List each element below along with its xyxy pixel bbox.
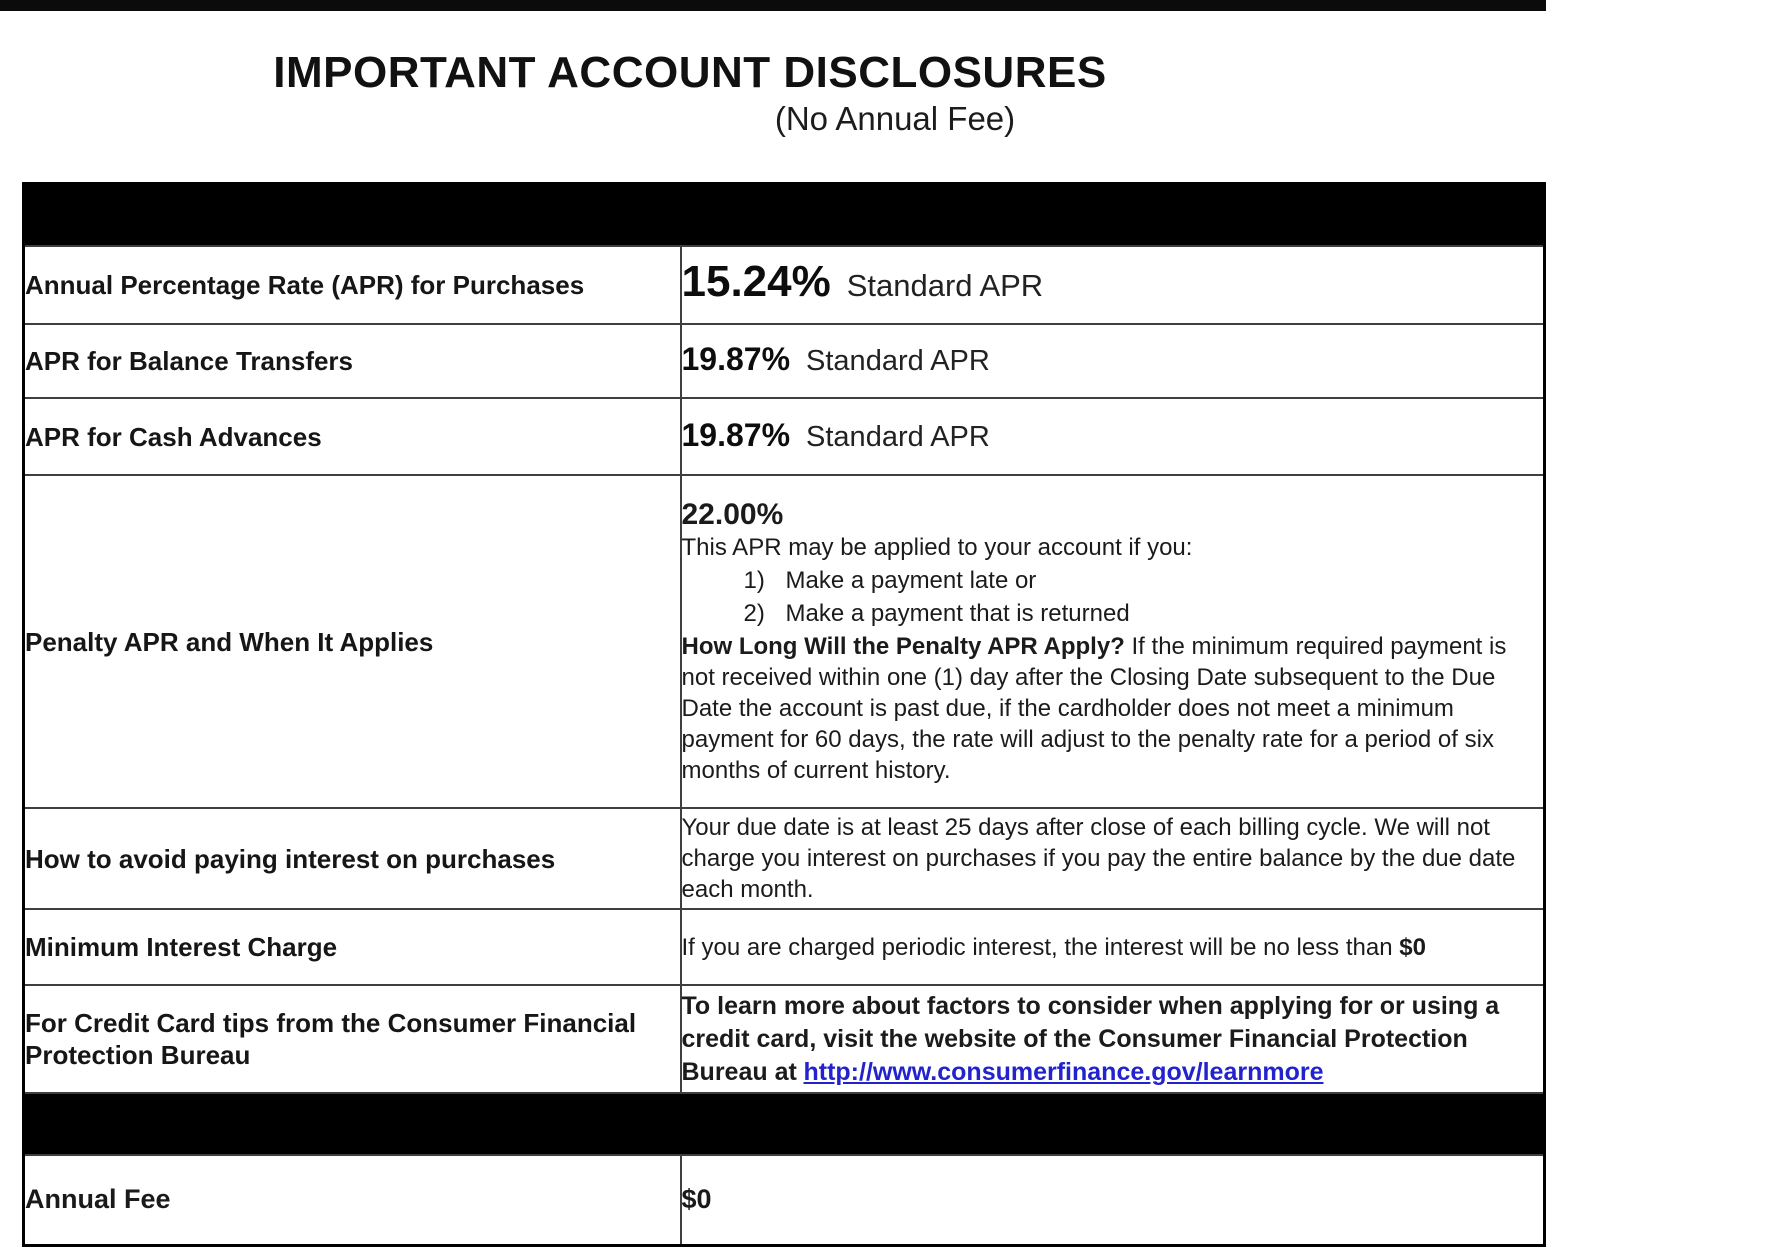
section-header-row-2 xyxy=(24,1093,1545,1155)
page-top-black-strip xyxy=(0,0,1546,11)
minimum-interest-value-cell xyxy=(681,909,1545,985)
cfpb-tips-text: To learn more about factors to consider when applying for or using a credit card, visit the website of the Consumer Financial Protection Bureau at xyxy=(681,991,1500,1086)
penalty-item-text: Make a payment that is returned xyxy=(785,600,1130,627)
cash-advance-apr-rate-note: Standard APR xyxy=(806,420,990,453)
minimum-interest-amount: $0 xyxy=(1399,933,1426,961)
annual-fee-value: $0 xyxy=(681,1155,1545,1245)
minimum-interest-label: Minimum Interest Charge xyxy=(24,909,681,985)
balance-transfer-apr-rate-note: Standard APR xyxy=(806,345,990,377)
penalty-apr-intro: This APR may be applied to your account if you: xyxy=(681,534,1193,561)
purchase-apr-value-cell xyxy=(681,246,1545,324)
cash-advance-apr-rate: 19.87% xyxy=(681,416,791,453)
avoid-interest-label: How to avoid paying interest on purchases xyxy=(24,808,681,909)
row-cfpb-tips xyxy=(24,985,1545,1093)
row-purchase-apr xyxy=(24,246,1545,324)
penalty-item-number: 1) xyxy=(743,567,765,594)
purchase-apr-rate-note: Standard APR xyxy=(846,268,1044,303)
avoid-interest-text: Your due date is at least 25 days after close of each billing cycle. We will not charge you interest on purchases if you pay the entire balance by the due date each month. xyxy=(681,808,1545,909)
penalty-apr-rate: 22.00% xyxy=(681,498,784,531)
penalty-apr-value-cell xyxy=(681,475,1545,808)
penalty-apr-question-answer: If the minimum required payment is not received within one (1) day after the Closing Date subsequent to the Due Date the account is past due, if the cardholder does not meet a minimum payment for 60 days, the rate will adjust to the penalty rate for a period of six months of current history. xyxy=(681,633,1507,784)
cash-advance-apr-label: APR for Cash Advances xyxy=(24,398,681,475)
penalty-apr-list-item xyxy=(682,598,1544,629)
annual-fee-label: Annual Fee xyxy=(24,1155,681,1245)
page-title: IMPORTANT ACCOUNT DISCLOSURES xyxy=(273,48,1107,97)
disclosure-table xyxy=(22,182,1546,1247)
cash-advance-apr-value-cell xyxy=(681,398,1545,475)
section-header-band-1 xyxy=(24,184,1545,247)
penalty-apr-label: Penalty APR and When It Applies xyxy=(24,475,681,808)
balance-transfer-apr-label: APR for Balance Transfers xyxy=(24,324,681,398)
row-minimum-interest xyxy=(24,909,1545,985)
row-annual-fee xyxy=(24,1155,1545,1245)
purchase-apr-label: Annual Percentage Rate (APR) for Purchases xyxy=(24,246,681,324)
cfpb-tips-label: For Credit Card tips from the Consumer Financial Protection Bureau xyxy=(24,985,681,1093)
cfpb-learnmore-link[interactable]: http://www.consumerfinance.gov/learnmore xyxy=(803,1057,1324,1086)
purchase-apr-rate: 15.24% xyxy=(681,257,831,306)
section-header-band-2 xyxy=(24,1093,1545,1155)
page-subtitle: (No Annual Fee) xyxy=(774,100,1016,137)
row-avoid-interest xyxy=(24,808,1545,909)
row-balance-transfer-apr xyxy=(24,324,1545,398)
row-penalty-apr xyxy=(24,475,1545,808)
penalty-item-text: Make a payment late or xyxy=(785,567,1037,594)
penalty-apr-question: How Long Will the Penalty APR Apply? xyxy=(681,633,1125,660)
cfpb-tips-value-cell xyxy=(681,985,1545,1093)
balance-transfer-apr-rate: 19.87% xyxy=(681,341,791,377)
penalty-apr-duration-paragraph xyxy=(682,631,1544,786)
section-header-row-1 xyxy=(24,184,1545,247)
row-cash-advance-apr xyxy=(24,398,1545,475)
penalty-item-number: 2) xyxy=(743,600,765,627)
penalty-apr-list-item xyxy=(682,565,1544,596)
balance-transfer-apr-value-cell xyxy=(681,324,1545,398)
minimum-interest-text: If you are charged periodic interest, the interest will be no less than xyxy=(681,933,1393,961)
